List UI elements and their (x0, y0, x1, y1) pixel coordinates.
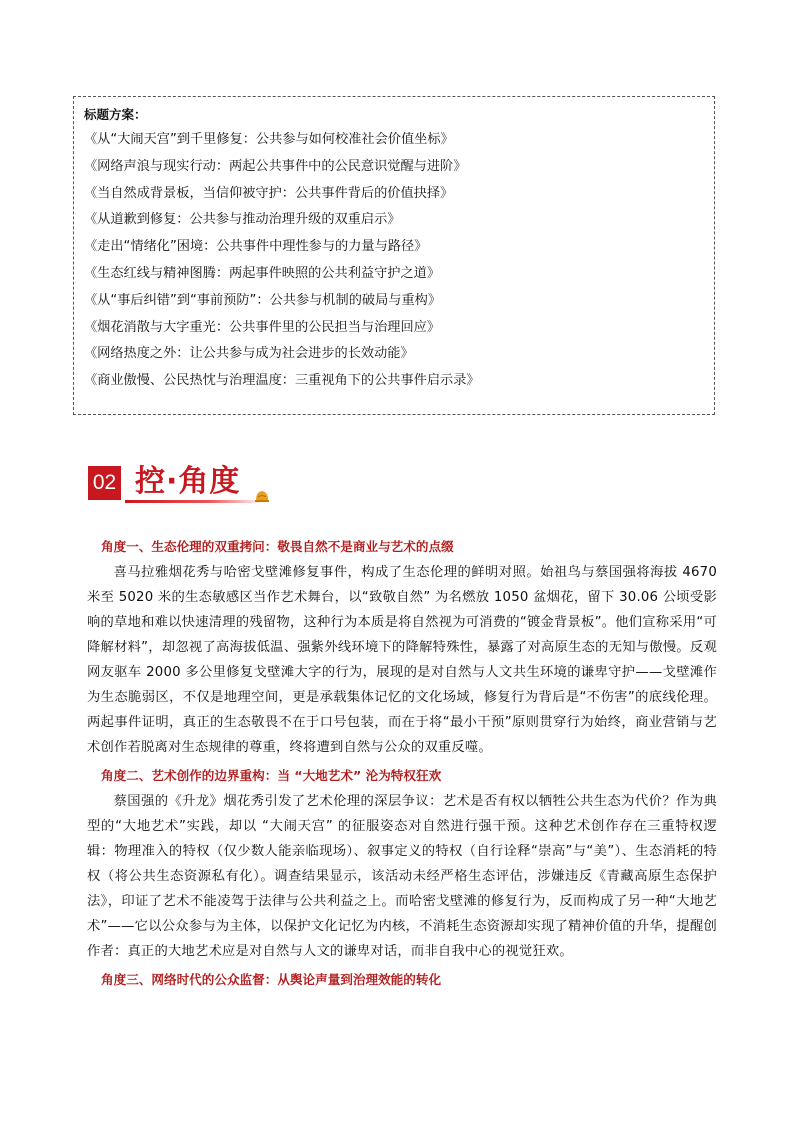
angle-paragraph: 蔡国强的《升龙》烟花秀引发了艺术伦理的深层争议：艺术是否有权以牺牲公共生态为代价？作为典型的“大地艺术”实践，却以 “大闹天宫” 的征服姿态对自然进行强干预。这种艺术创作存在三重特权逻辑：物理准入的特权（仅少数人能亲临现场）、叙事定义的特权（自行诠释“崇高”与“美”）、生态消耗的特权（将公共生态资源私有化）。调查结果显示，该活动未经严格生态评估，涉嫌违反《青藏高原生态保护法》，印证了艺术不能凌驾于法律与公共利益之上。而哈密戈壁滩的修复行为，反而构成了另一种“大地艺术”——它以公众参与为主体，以保护文化记忆为内核，不消耗生态资源却实现了精神价值的升华，提醒创作者：真正的大地艺术应是对自然与人文的谦卑对话，而非自我中心的视觉狂欢。 (87, 794, 717, 959)
title-scheme-item: 《网络热度之外：让公共参与成为社会进步的长效动能》 (84, 346, 414, 362)
title-scheme-item: 《当自然成背景板，当信仰被守护：公共事件背后的价值抉择》 (84, 185, 454, 201)
title-scheme-item: 《网络声浪与现实行动：两起公共事件中的公民意识觉醒与进阶》 (84, 158, 467, 174)
title-scheme-item: 《生态红线与精神图腾：两起事件映照的公共利益守护之道》 (84, 265, 441, 281)
title-scheme-item: 《走出“情绪化”困境：公共事件中理性参与的力量与路径》 (84, 239, 428, 255)
section-underline (125, 500, 265, 503)
title-scheme-item: 《商业傲慢、公民热忱与治理温度：三重视角下的公共事件启示录》 (84, 373, 480, 389)
title-scheme-item: 《从“事后纠错”到“事前预防”：公共参与机制的破局与重构》 (84, 292, 442, 308)
title-scheme-item: 《从道歉到修复：公共参与推动治理升级的双重启示》 (84, 212, 401, 228)
title-scheme-list (84, 127, 704, 395)
section-title: 控·角度 (135, 464, 241, 499)
angle-heading: 角度三、网络时代的公众监督：从舆论声量到治理效能的转化 (101, 972, 442, 987)
angle-heading: 角度二、艺术创作的边界重构：当 “大地艺术” 沦为特权狂欢 (101, 768, 442, 783)
title-scheme-box (73, 96, 715, 415)
title-scheme-item: 《烟花消散与大字重光：公共事件里的公民担当与治理回应》 (84, 319, 441, 335)
section-header (88, 466, 278, 506)
section-number: 02 (88, 466, 121, 500)
title-scheme-heading: 标题方案： (84, 107, 147, 122)
title-scheme-item: 《从“大闹天宫”到千里修复：公共参与如何校准社会价值坐标》 (84, 132, 454, 147)
angle-paragraph: 喜马拉雅烟花秀与哈密戈壁滩修复事件，构成了生态伦理的鲜明对照。始祖鸟与蔡国强将海拔 4670 米至 5020 米的生态敏感区当作艺术舞台，以“致敬自然” 为名燃放 1050 盆烟花，留下 30.06 公顷受影响的草地和难以快速清理的残留物，这种行为本质是将自然视为可消费的“镀金背景板”。他们宣称采用“可降解材料”，却忽视了高海拔低温、强紫外线环境下的降解特殊性，暴露了对高原生态的无知与傲慢。反观网友驱车 2000 多公里修复戈壁滩大字的行为，展现的是对自然与人文共生环境的谦卑守护——戈壁滩作为生态脆弱区，不仅是地理空间，更是承载集体记忆的文化场域，修复行为背后是“不伤害”的底线伦理。两起事件证明，真正的生态敬畏不在于口号包装，而在于将“最小干预”原则贯穿行为始终，商业营销与艺术创作若脱离对生态规律的尊重，终将遭到自然与公众的双重反噬。 (87, 565, 717, 755)
angle-heading: 角度一、生态伦理的双重拷问：敬畏自然不是商业与艺术的点缀 (101, 539, 454, 554)
decorative-bell-icon (254, 488, 270, 504)
angles-content (87, 533, 717, 993)
